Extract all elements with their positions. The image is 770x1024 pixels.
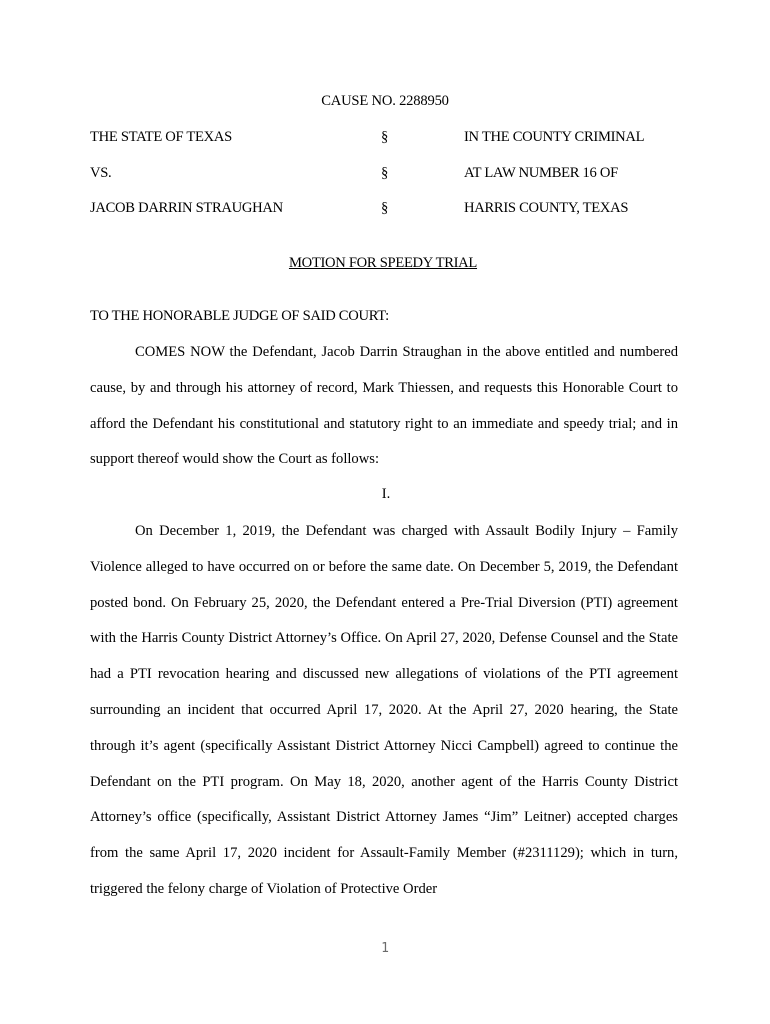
intro-paragraph: COMES NOW the Defendant, Jacob Darrin Straughan in the above entitled and numbered cause, by and through his attorney of record, Mark Thiessen, and requests this Honorable Court to afford the Defendant his constitutional and statutory right to an immediate and speedy trial; and in support thereof would show the Court as follows: — [90, 344, 678, 468]
section-symbol: § — [381, 165, 388, 181]
section-paragraph: On December 1, 2019, the Defendant was charged with Assault Bodily Injury – Family Violence alleged to have occurred on or before the same date. On December 5, 2019, the Defendant posted bond. On February 25, 2020, the Defendant entered a Pre-Trial Diversion (PTI) agreement with the Harris County District Attorney’s Office. On April 27, 2020, Defense Counsel and the State had a PTI revocation hearing and discussed new allegations of violations of the PTI agreement surrounding an incident that occurred April 17, 2020. At the April 27, 2020 hearing, the State through it’s agent (specifically Assistant District Attorney Nicci Campbell) agreed to continue the Defendant on the PTI program. On May 18, 2020, another agent of the Harris County District Attorney’s office (specifically, Assistant District Attorney James “Jim” Leitner) accepted charges from the same April 17, 2020 incident for Assault-Family Member (#2311129); which in turn, triggered the felony charge of Violation of Protective Order — [90, 523, 678, 897]
caption-row — [90, 165, 690, 185]
cause-number: CAUSE NO. 2288950 — [321, 93, 449, 109]
caption-row — [90, 200, 690, 220]
caption-party: VS. — [90, 165, 112, 181]
caption-court: IN THE COUNTY CRIMINAL — [464, 129, 645, 145]
caption-row — [90, 129, 690, 149]
salutation: TO THE HONORABLE JUDGE OF SAID COURT: — [90, 308, 389, 324]
document-title-wrapper — [0, 255, 770, 272]
section-symbol: § — [381, 200, 388, 216]
caption-party: JACOB DARRIN STRAUGHAN — [90, 200, 283, 216]
section-symbol: § — [381, 129, 388, 145]
section-number: I. — [381, 486, 391, 502]
document-title: MOTION FOR SPEEDY TRIAL — [288, 255, 478, 271]
caption-court: HARRIS COUNTY, TEXAS — [464, 200, 629, 216]
page-number: 1 — [381, 941, 389, 956]
caption-party: THE STATE OF TEXAS — [90, 129, 232, 145]
caption-court: AT LAW NUMBER 16 OF — [464, 165, 618, 181]
